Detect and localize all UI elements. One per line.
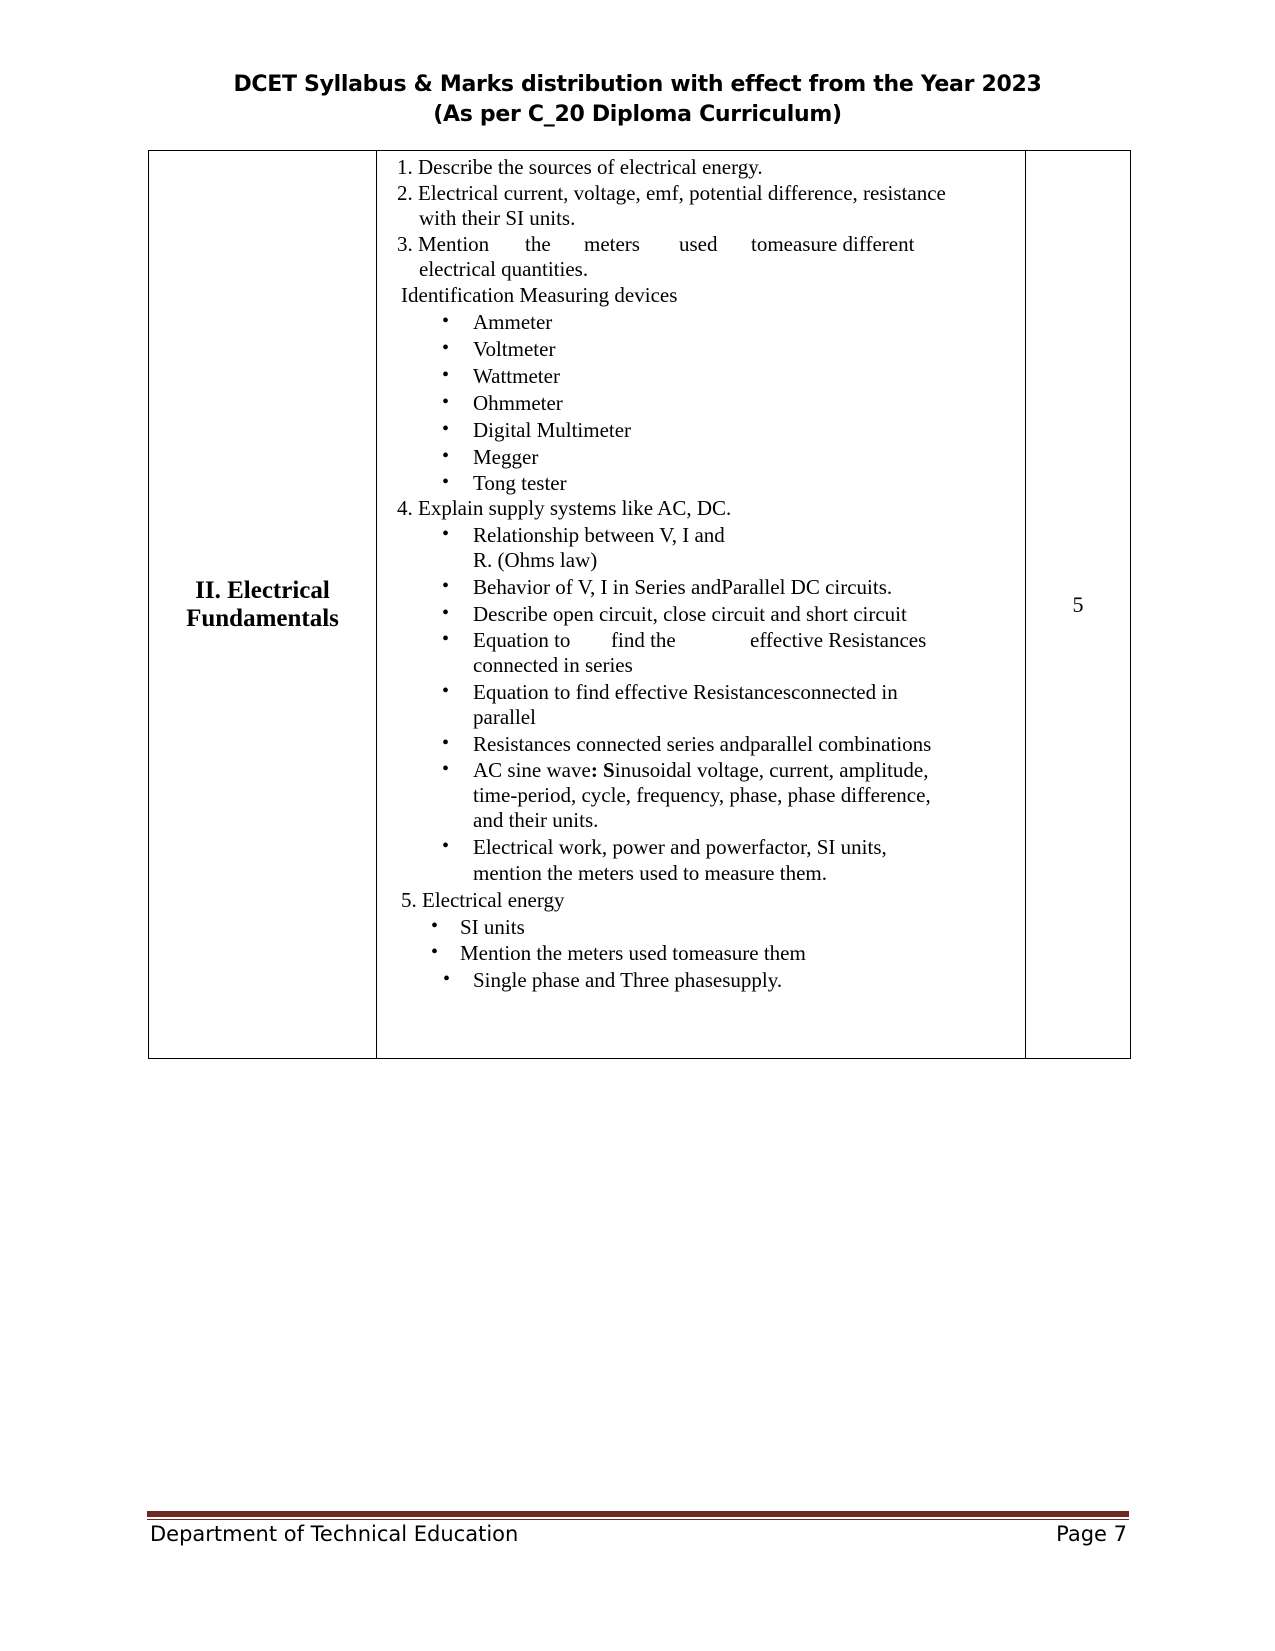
bullet-icon: • (442, 732, 450, 754)
footer-rule-thin (147, 1519, 1129, 1520)
footer-page-number: Page 7 (1056, 1522, 1127, 1546)
device-item: Ohmmeter (473, 391, 563, 415)
ac-sine-label: AC sine wave (473, 758, 591, 782)
bullet-icon: • (442, 418, 450, 440)
unit-title-line2: Fundamentals (186, 604, 339, 632)
bullet-icon: • (442, 310, 450, 332)
bullet-icon: • (442, 575, 450, 597)
bullet-icon: • (442, 602, 450, 624)
bullet-icon: • (442, 835, 450, 857)
bullet-icon: • (442, 391, 450, 413)
subtopic-power-cont: mention the meters used to measure them. (473, 861, 827, 885)
subtopic-ohms: Relationship between V, I and (473, 523, 725, 547)
subtopic-series-eq-part1: Equation to (473, 628, 571, 652)
content-cell (377, 151, 1026, 1059)
device-item: Wattmeter (473, 364, 560, 388)
unit-title-line1: II. Electrical (195, 576, 330, 604)
page-header (0, 70, 1275, 130)
topic-3-word4: used (679, 232, 718, 256)
syllabus-table (148, 150, 1131, 1059)
subtopic-ac-sine (473, 758, 929, 783)
topic-3-word2: the (525, 232, 551, 256)
marks-cell: 5 (1026, 151, 1131, 1059)
bullet-icon: • (442, 523, 450, 545)
topic-3-word1: 3. Mention (397, 232, 490, 256)
bullet-icon: • (442, 758, 450, 780)
subtopic-parallel-eq-cont: parallel (473, 705, 536, 729)
topic-1: 1. Describe the sources of electrical energy. (397, 155, 763, 179)
topic-5: 5. Electrical energy (401, 888, 565, 912)
topic-4: 4. Explain supply systems like AC, DC. (397, 496, 732, 520)
subtopic-series-eq-part3: effective Resistances (750, 628, 927, 652)
devices-heading: Identification Measuring devices (401, 283, 678, 307)
header-title: DCET Syllabus & Marks distribution with effect from the Year 2023 (233, 72, 1042, 97)
device-item: Tong tester (473, 471, 567, 495)
bullet-icon: • (442, 364, 450, 386)
ac-sine-bold: : S (590, 758, 615, 782)
subtopic-series-eq-cont: connected in series (473, 653, 633, 677)
topic-2-cont: with their SI units. (419, 206, 576, 230)
header-subtitle: (As per C_20 Diploma Curriculum) (433, 102, 842, 127)
topic-2: 2. Electrical current, voltage, emf, potential difference, resistance (397, 181, 946, 205)
energy-item-meters: Mention the meters used tomeasure them (460, 941, 806, 965)
subtopic-power: Electrical work, power and powerfactor, SI units, (473, 835, 887, 859)
bullet-icon: • (442, 628, 450, 650)
bullet-icon: • (443, 968, 451, 990)
subtopic-ohms-cont: R. (Ohms law) (473, 548, 598, 572)
device-item: Megger (473, 445, 539, 469)
footer-rule (147, 1511, 1129, 1517)
bullet-icon: • (442, 445, 450, 467)
energy-item-si: SI units (460, 915, 525, 939)
subtopic-ac-sine-cont1: time-period, cycle, frequency, phase, phase difference, (473, 783, 931, 807)
bullet-icon: • (442, 337, 450, 359)
energy-item-phase: Single phase and Three phasesupply. (473, 968, 783, 992)
subtopic-parallel-eq: Equation to find effective Resistancesconnected in (473, 680, 898, 704)
subtopic-ac-sine-cont2: and their units. (473, 808, 599, 832)
subtopic-circuits: Describe open circuit, close circuit and short circuit (473, 602, 907, 626)
topic-3-cont: electrical quantities. (419, 257, 589, 281)
unit-cell (149, 151, 377, 1059)
device-item: Ammeter (473, 310, 553, 334)
device-item: Digital Multimeter (473, 418, 632, 442)
bullet-icon: • (431, 915, 439, 937)
bullet-icon: • (431, 941, 439, 963)
subtopic-series-parallel: Behavior of V, I in Series andParallel DC circuits. (473, 575, 893, 599)
subtopic-series-eq-part2: find the (611, 628, 676, 652)
ac-sine-rest: inusoidal voltage, current, amplitude, (614, 758, 929, 782)
bullet-icon: • (442, 680, 450, 702)
table-row (149, 151, 1131, 1059)
topic-3-word5: tomeasure different (751, 232, 915, 256)
footer-department: Department of Technical Education (150, 1522, 519, 1546)
device-item: Voltmeter (473, 337, 556, 361)
bullet-icon: • (442, 471, 450, 493)
topic-3-word3: meters (584, 232, 640, 256)
subtopic-combinations: Resistances connected series andparallel combinations (473, 732, 932, 756)
